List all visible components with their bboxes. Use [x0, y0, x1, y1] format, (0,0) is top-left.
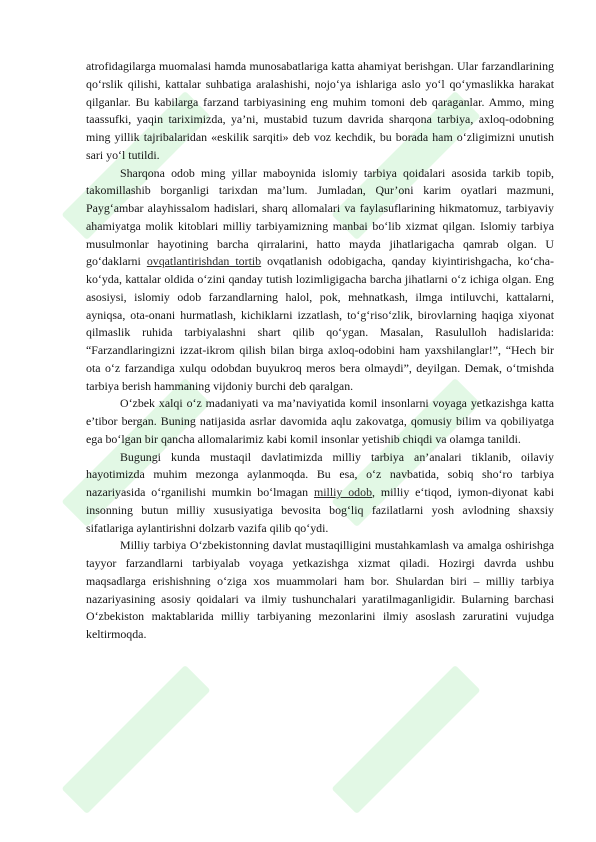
paragraph — [86, 165, 554, 396]
paragraph — [86, 395, 554, 448]
paragraph-text: ovqatlanish odobigacha, qanday kiyintirishgacha, ko‘cha-ko‘yda, kattalar oldida o‘zini qanday tutish lozimligigacha barcha jihatlarni o‘z ichiga olgan. Eng asosiysi, islomiy odob farzandlarning halol, pok, mehnatkash, ilmga intiluvchi, kattalarni, ayniqsa, ota-onani hurmatlash, kichiklarni izzatlash, to‘g‘riso‘zlik, birovlarning haqiga xiyonat qilmaslik ruhida tarbiyalashni shart qilib qo‘ygan. Masalan, Rasululloh hadislarida: “Farzandlaringizni izzat-ikrom qilish bilan birga axloq-odobini ham yaxshilanglar!”, “Hech bir ota o‘z farzandiga xulqu odobdan buyukroq meros bera olmaydi”, deyilgan. Demak, o‘tmishda tarbiya berish hammaning vijdoniy burchi deb qaralgan. — [86, 254, 554, 393]
watermark-stripe — [61, 665, 210, 814]
paragraph — [86, 449, 554, 538]
paragraph-text: , milliy e‘tiqod, iymon-diyonat kabi insonning butun milliy xususiyatiga bevosita bog‘liq fazilatlarni yosh avlodning shaxsiy sifatlariga aylantirishni dolzarb vazifa qilib qo‘ydi. — [86, 485, 554, 535]
inline-link[interactable]: ovqatlantirishdan tortib — [146, 254, 262, 269]
document-body — [86, 58, 554, 644]
watermark-stripe — [331, 665, 480, 814]
paragraph-text: Milliy tarbiya O‘zbekistonning davlat mustaqilligini mustahkamlash va amalga oshirishga tayyor farzandlarni tarbiyalab voyaga yetkazishga xizmat qiladi. Hozirgi davrda ushbu maqsadlarga erishishning o‘ziga xos muammolari ham bor. Shulardan biri – milliy tarbiya nazariyasining asosiy qoidalari va ilmiy tushunchalari yaratilmaganligidir. Bularning barchasi O‘zbekiston maktablarida milliy tarbiyaning mezonlarini ilmiy asoslash zaruratini vujudga keltirmoqda. — [86, 538, 554, 641]
paragraph-text: O‘zbek xalqi o‘z madaniyati va ma’naviyatida komil insonlarni voyaga yetkazishga katta e’tibor bergan. Buning natijasida asrlar davomida aqlu zakovatga, qomusiy bilim va qobiliyatga ega bo‘lgan bir qancha allomalarimiz kabi komil insonlar yetishib chiqdi va olamga tanildi. — [86, 396, 554, 446]
paragraph-text: atrofidagilarga muomalasi hamda munosabatlariga katta ahamiyat berishgan. Ular farzandlarining qo‘rslik qilishi, kattalar suhbatiga aralashishi, nojo‘ya ishlariga aslo yo‘l qo‘ymaslikka harakat qilganlar. Bu kabilarga farzand tarbiyasining eng muhim tomoni deb qaraganlar. Ammo, ming taassufki, yaqin tariximizda, ya’ni, mustabid tuzum davrida sharqona tarbiya, axloq-odobning ming yillik tajribalaridan «eskilik sarqiti» deb voz kechdik, bu borada ham o‘zligimizni unutish sari yo‘l tutildi. — [86, 59, 554, 162]
paragraph-text: Sharqona odob ming yillar maboynida islomiy tarbiya qoidalari asosida tarkib topib, takomillashib borganligi tarixdan ma’lum. Jumladan, Qur’oni karim oyatlari mazmuni, Payg‘ambar alayhissalom hadislari, sharq allomalari va faylasuflarining hikmatomuz, tarbiyaviy ahamiyatga molik kitoblari milliy tarbiyamizning manbai bo‘lib xizmat qilgan. Islomiy tarbiya musulmonlar hayotining barcha qirralarini, hatto mayda jihatlarigacha qamrab olgan. U go‘daklarni — [86, 165, 554, 269]
paragraph-text: Bugungi kunda mustaqil davlatimizda milliy tarbiya an’analari tiklanib, oilaviy hayotimizda muhim mezonga aylanmoqda. Bu esa, o‘z navbatida, sobiq sho‘ro tarbiya nazariyasida o‘rganilishi mumkin bo‘lmagan — [86, 449, 554, 499]
paragraph — [86, 537, 554, 644]
inline-link[interactable]: milliy odob — [313, 485, 373, 499]
paragraph — [86, 58, 554, 165]
